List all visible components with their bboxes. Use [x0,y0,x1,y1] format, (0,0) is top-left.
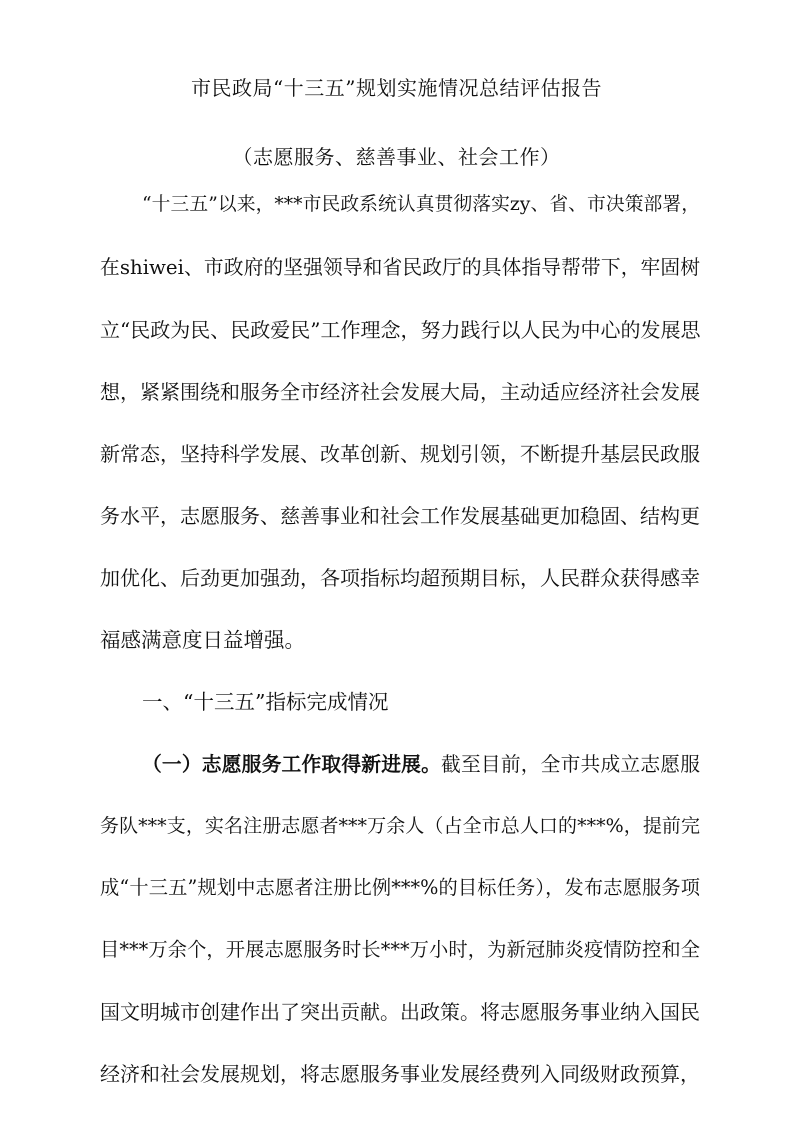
body-paragraph-line: 务队***支，实名注册志愿者***万余人（占全市总人口的***%，提前完 [100,815,700,837]
body-paragraph-line: 国文明城市创建作出了突出贡献。出政策。将志愿服务事业纳入国民 [100,1000,700,1024]
body-paragraph-line: 目***万余个，开展志愿服务时长***万小时，为新冠肺炎疫情防控和全 [100,938,700,961]
subsection-first-line-text: 截至目前，全市共成立志愿服 [441,753,700,776]
intro-paragraph-line: 福感满意度日益增强。 [100,628,305,652]
document-subtitle: （志愿服务、慈善事业、社会工作） [232,145,561,169]
subsection-first-line [142,749,700,779]
body-paragraph-line: 成“十三五”规划中志愿者注册比例***%的目标任务），发布志愿服务项 [100,876,700,899]
intro-paragraph-line: “十三五”以来，***市民政系统认真贯彻落实zy、省、市决策部署， [142,194,700,215]
intro-paragraph-line: 立“民政为民、民政爱民”工作理念，努力践行以人民为中心的发展思 [100,318,701,342]
subsection-heading: （一）志愿服务工作取得新进展。 [142,752,442,776]
intro-paragraph-line: 加优化、后劲更加强劲，各项指标均超预期目标，人民群众获得感幸 [100,566,700,590]
intro-paragraph-line: 在shiwei、市政府的坚强领导和省民政厅的具体指导帮带下，牢固树 [100,256,700,279]
section-heading: 一、“十三五”指标完成情况 [142,690,389,714]
document-title: 市民政局“十三五”规划实施情况总结评估报告 [191,76,602,100]
body-paragraph-line: 经济和社会发展规划，将志愿服务事业发展经费列入同级财政预算， [100,1062,700,1086]
intro-paragraph-line: 务水平，志愿服务、慈善事业和社会工作发展基础更加稳固、结构更 [100,504,700,528]
intro-paragraph-line: 新常态，坚持科学发展、改革创新、规划引领，不断提升基层民政服 [100,442,700,466]
intro-paragraph-line: 想，紧紧围绕和服务全市经济社会发展大局，主动适应经济社会发展 [100,380,700,404]
